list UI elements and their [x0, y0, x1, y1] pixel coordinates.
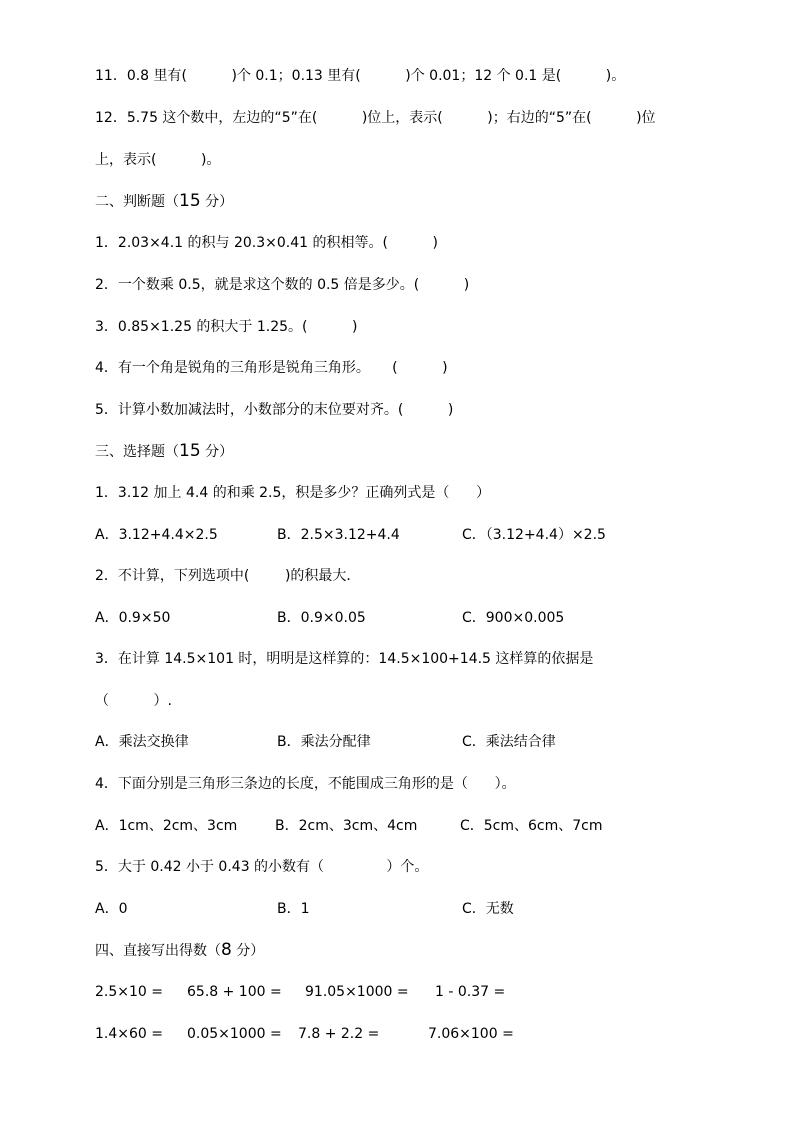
calc-row-2 — [95, 1024, 755, 1044]
option-b: B．0.9×0.05 — [277, 610, 366, 626]
choice-question-3-options — [95, 732, 755, 752]
calc-item: 7.06×100 = — [428, 1026, 514, 1042]
calc-item: 7.8 + 2.2 = — [298, 1026, 380, 1042]
calc-item: 1 - 0.37 = — [435, 984, 506, 1000]
fill-question-12-line1: 12．5.75 这个数中，左边的“5”在( )位上，表示( )；右边的“5”在( )位 — [95, 110, 656, 126]
option-b: B．2.5×3.12+4.4 — [277, 527, 400, 543]
choice-question-3-line2: （ ）. — [95, 693, 172, 709]
calc-item: 91.05×1000 = — [305, 984, 409, 1000]
judge-item-1: 1．2.03×4.1 的积与 20.3×0.41 的积相等。( ) — [95, 235, 438, 251]
judge-item-2: 2．一个数乘 0.5，就是求这个数的 0.5 倍是多少。( ) — [95, 277, 470, 293]
choice-section-heading: 三、选择题（15 分） — [95, 441, 234, 461]
choice-question-3-line1: 3．在计算 14.5×101 时，明明是这样算的：14.5×100+14.5 这样算的依据是 — [95, 651, 594, 667]
calc-item: 1.4×60 = — [95, 1026, 163, 1042]
option-a: A．0 — [95, 901, 128, 917]
choice-question-4-options — [95, 816, 755, 836]
option-b: B．2cm、3cm、4cm — [275, 818, 418, 834]
choice-question-4: 4．下面分别是三角形三条边的长度，不能围成三角形的是（ ）。 — [95, 776, 516, 792]
option-a: A．0.9×50 — [95, 610, 171, 626]
direct-section-heading: 四、直接写出得数（8 分） — [95, 940, 265, 960]
option-b: B．乘法分配律 — [277, 734, 371, 750]
option-c: C．（3.12+4.4）×2.5 — [462, 527, 606, 543]
choice-question-1-options — [95, 525, 755, 545]
judge-item-4: 4．有一个角是锐角的三角形是锐角三角形。 ( ) — [95, 360, 448, 376]
option-a: A．乘法交换律 — [95, 734, 189, 750]
choice-question-1: 1．3.12 加上 4.4 的和乘 2.5，积是多少？正确列式是（ ） — [95, 485, 491, 501]
fill-question-12-line2: 上，表示( )。 — [95, 152, 221, 168]
option-c: C．无数 — [462, 901, 514, 917]
option-a: A．3.12+4.4×2.5 — [95, 527, 218, 543]
option-c: C．900×0.005 — [462, 610, 565, 626]
option-c: C．5cm、6cm、7cm — [460, 818, 603, 834]
fill-question-11: 11．0.8 里有( )个 0.1；0.13 里有( )个 0.01；12 个 0.1 是( )。 — [95, 68, 626, 84]
calc-item: 65.8 + 100 = — [187, 984, 282, 1000]
choice-question-2: 2．不计算，下列选项中( )的积最大． — [95, 568, 361, 584]
choice-question-5: 5．大于 0.42 小于 0.43 的小数有（ ）个。 — [95, 859, 429, 875]
choice-question-2-options — [95, 608, 755, 628]
judge-section-heading: 二、判断题（15 分） — [95, 191, 234, 211]
option-a: A．1cm、2cm、3cm — [95, 818, 238, 834]
judge-item-3: 3．0.85×1.25 的积大于 1.25。( ) — [95, 319, 358, 335]
calc-row-1 — [95, 982, 755, 1002]
choice-question-5-options — [95, 899, 755, 919]
option-c: C．乘法结合律 — [462, 734, 556, 750]
option-b: B．1 — [277, 901, 310, 917]
judge-item-5: 5．计算小数加减法时，小数部分的末位要对齐。( ) — [95, 402, 454, 418]
calc-item: 2.5×10 = — [95, 984, 163, 1000]
calc-item: 0.05×1000 = — [187, 1026, 282, 1042]
